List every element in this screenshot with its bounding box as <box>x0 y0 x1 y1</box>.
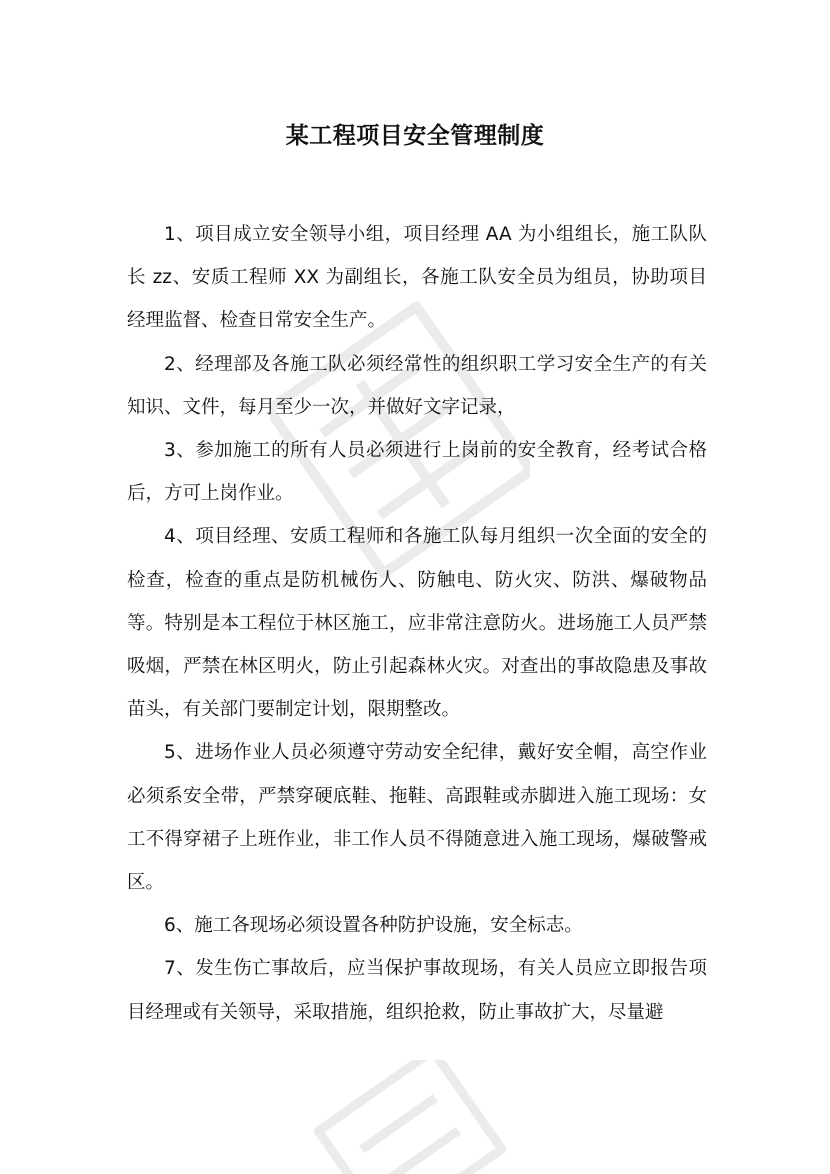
document-title: 某工程项目安全管理制度 <box>285 123 545 149</box>
document-body <box>127 213 707 1034</box>
paragraph: 2、经理部及各施工队必须经常性的组织职工学习安全生产的有关知识、文件，每月至少一次，并做好文字记录， <box>127 353 707 418</box>
watermark-icon <box>310 1060 510 1174</box>
paragraph: 3、参加施工的所有人员必须进行上岗前的安全教育，经考试合格后，方可上岗作业。 <box>127 440 707 505</box>
paragraph: 7、发生伤亡事故后，应当保护事故现场，有关人员应立即报告项目经理或有关领导，采取措施，组织抢救，防止事故扩大，尽量避 <box>127 958 707 1023</box>
paragraph: 1、项目成立安全领导小组，项目经理 AA 为小组组长，施工队队长 zz、安质工程师 XX 为副组长，各施工队安全员为组员，协助项目经理监督、检查日常安全生产。 <box>127 224 707 332</box>
paragraph: 4、项目经理、安质工程师和各施工队每月组织一次全面的安全的检查，检查的重点是防机械伤人、防触电、防火灾、防洪、爆破物品等。特别是本工程位于林区施工，应非常注意防火。进场施工人员严禁吸烟，严禁在林区明火，防止引起森林火灾。对查出的事故隐患及事故苗头，有关部门要制定计划，限期整改。 <box>127 526 707 721</box>
paragraph: 5、进场作业人员必须遵守劳动安全纪律，戴好安全帽，高空作业必须系安全带，严禁穿硬底鞋、拖鞋、高跟鞋或赤脚进入施工现场：女工不得穿裙子上班作业，非工作人员不得随意进入施工现场，爆破警戒区。 <box>127 742 707 894</box>
paragraph: 6、施工各现场必须设置各种防护设施，安全标志。 <box>164 915 583 937</box>
